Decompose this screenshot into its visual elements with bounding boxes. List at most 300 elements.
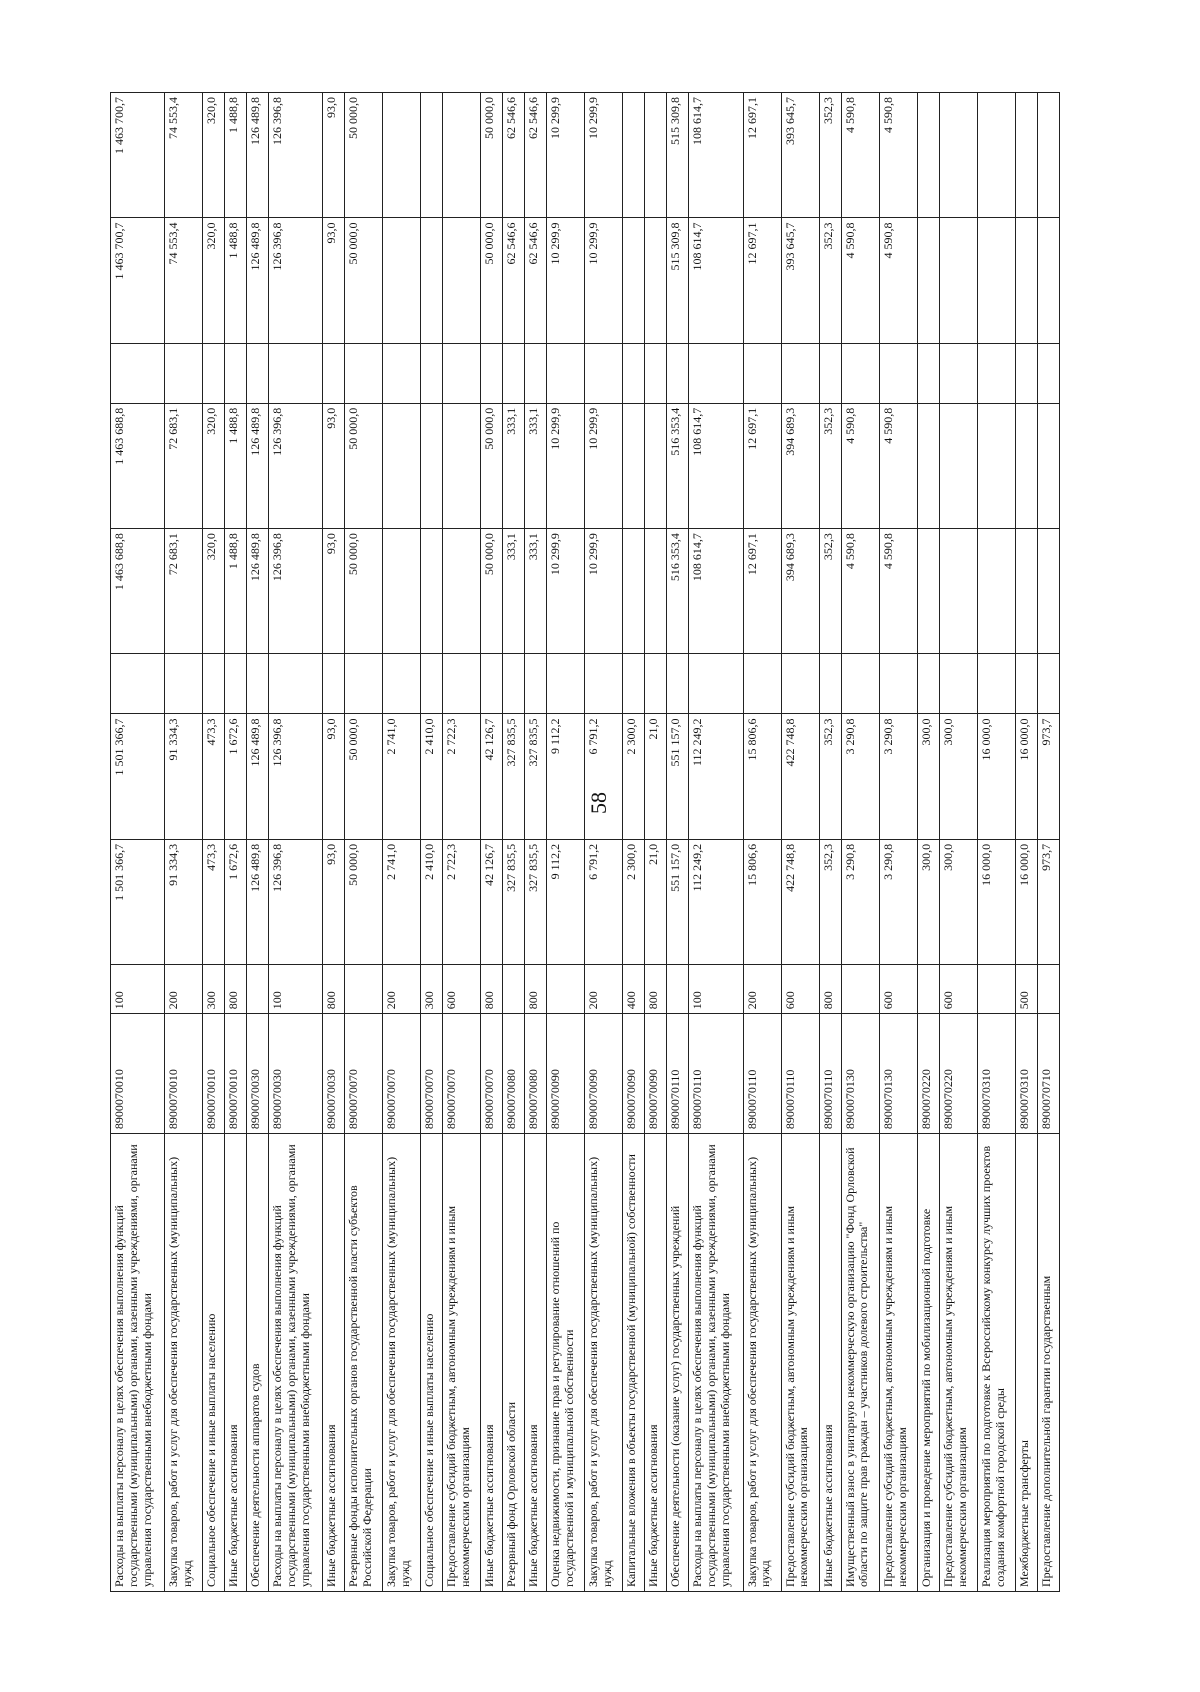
- row-value-6: 62 546,6: [525, 93, 547, 218]
- row-expense-type: 400: [623, 965, 645, 1014]
- row-expense-type: 100: [689, 965, 743, 1014]
- row-value-5: 4 590,8: [879, 218, 917, 343]
- row-value-5: [443, 218, 481, 343]
- table-body: [111, 93, 1060, 1592]
- row-value-4: 126 489,8: [247, 403, 269, 528]
- row-value-5: [939, 218, 977, 343]
- row-target-code: 8900070030: [323, 1014, 345, 1134]
- row-empty-cell: [1015, 654, 1037, 714]
- row-value-4: 50 000,0: [345, 403, 383, 528]
- table-row: [1015, 93, 1037, 1592]
- row-value-3: 320,0: [203, 529, 225, 654]
- row-value-1: 2 722,3: [443, 839, 481, 964]
- row-value-3: 126 489,8: [247, 529, 269, 654]
- row-value-4: 72 683,1: [165, 403, 203, 528]
- row-empty-cell: [203, 343, 225, 403]
- table-row: [111, 93, 165, 1592]
- row-target-code: 8900070110: [667, 1014, 689, 1134]
- row-value-2: 2 741,0: [383, 714, 421, 839]
- table-row: [443, 93, 481, 1592]
- row-value-6: [917, 93, 939, 218]
- row-value-5: 74 553,4: [165, 218, 203, 343]
- row-empty-cell: [841, 343, 879, 403]
- row-value-3: 50 000,0: [481, 529, 503, 654]
- row-value-6: 50 000,0: [345, 93, 383, 218]
- table-row: [269, 93, 323, 1592]
- page-number: 58: [586, 792, 611, 814]
- table-row: [1037, 93, 1059, 1592]
- row-value-3: 10 299,9: [585, 529, 623, 654]
- row-value-4: [1015, 403, 1037, 528]
- row-value-5: 108 614,7: [689, 218, 743, 343]
- row-description: Иные бюджетные ассигнования: [819, 1134, 841, 1592]
- row-value-4: 320,0: [203, 403, 225, 528]
- row-empty-cell: [743, 343, 781, 403]
- row-expense-type: 100: [111, 965, 165, 1014]
- row-value-4: [645, 403, 667, 528]
- row-description: Расходы на выплаты персоналу в целях обеспечения выполнения функций государственными (муниципальными) органами, казенными учреждениями, органами управления государственными внебюджетными фондами: [111, 1134, 165, 1592]
- row-value-3: 394 689,3: [781, 529, 819, 654]
- row-empty-cell: [443, 654, 481, 714]
- row-value-3: [645, 529, 667, 654]
- row-value-6: [623, 93, 645, 218]
- row-target-code: 8900070070: [345, 1014, 383, 1134]
- row-empty-cell: [345, 343, 383, 403]
- table-row: [689, 93, 743, 1592]
- row-value-1: 2 410,0: [421, 839, 443, 964]
- row-value-5: 126 396,8: [269, 218, 323, 343]
- row-value-5: [421, 218, 443, 343]
- row-value-2: 3 290,8: [841, 714, 879, 839]
- row-empty-cell: [503, 343, 525, 403]
- row-value-3: 72 683,1: [165, 529, 203, 654]
- row-empty-cell: [743, 654, 781, 714]
- row-empty-cell: [225, 343, 247, 403]
- row-value-6: 126 396,8: [269, 93, 323, 218]
- row-value-5: [383, 218, 421, 343]
- row-value-3: 352,3: [819, 529, 841, 654]
- row-description: Оценка недвижимости, признание прав и регулирование отношений по государственной и муниципальной собственности: [547, 1134, 585, 1592]
- row-expense-type: 600: [939, 965, 977, 1014]
- table-row: [743, 93, 781, 1592]
- row-expense-type: [247, 965, 269, 1014]
- row-value-5: 62 546,6: [525, 218, 547, 343]
- row-value-5: 12 697,1: [743, 218, 781, 343]
- row-empty-cell: [1037, 343, 1059, 403]
- row-value-3: 516 353,4: [667, 529, 689, 654]
- row-value-4: 4 590,8: [841, 403, 879, 528]
- row-value-2: 16 000,0: [1015, 714, 1037, 839]
- row-value-4: 108 614,7: [689, 403, 743, 528]
- row-value-4: 10 299,9: [585, 403, 623, 528]
- row-value-4: 12 697,1: [743, 403, 781, 528]
- row-value-5: 1 463 700,7: [111, 218, 165, 343]
- row-target-code: 8900070220: [939, 1014, 977, 1134]
- row-value-3: [383, 529, 421, 654]
- row-value-3: 1 488,8: [225, 529, 247, 654]
- row-target-code: 8900070110: [743, 1014, 781, 1134]
- row-value-3: 333,1: [503, 529, 525, 654]
- row-description: Обеспечение деятельности (оказание услуг) государственных учреждений: [667, 1134, 689, 1592]
- table-row: [645, 93, 667, 1592]
- row-empty-cell: [841, 654, 879, 714]
- row-empty-cell: [879, 343, 917, 403]
- row-empty-cell: [917, 654, 939, 714]
- row-value-4: [383, 403, 421, 528]
- row-description: Предоставление субсидий бюджетным, автономным учреждениям и иным некоммерческим организациям: [879, 1134, 917, 1592]
- row-description: Межбюджетные трансферты: [1015, 1134, 1037, 1592]
- row-target-code: 8900070130: [879, 1014, 917, 1134]
- row-description: Расходы на выплаты персоналу в целях обеспечения выполнения функций государственными (муниципальными) органами, казенными учреждениями, органами управления государственными внебюджетными фондами: [689, 1134, 743, 1592]
- table-row: [525, 93, 547, 1592]
- row-empty-cell: [203, 654, 225, 714]
- row-expense-type: [667, 965, 689, 1014]
- row-value-6: [421, 93, 443, 218]
- row-empty-cell: [481, 654, 503, 714]
- row-empty-cell: [879, 654, 917, 714]
- row-expense-type: 200: [165, 965, 203, 1014]
- table-row: [667, 93, 689, 1592]
- row-value-3: 1 463 688,8: [111, 529, 165, 654]
- row-description: Реализация мероприятий по подготовке к Всероссийскому конкурсу лучших проектов создания комфортной городской среды: [977, 1134, 1015, 1592]
- row-value-6: 62 546,6: [503, 93, 525, 218]
- row-value-1: 21,0: [645, 839, 667, 964]
- row-value-4: 93,0: [323, 403, 345, 528]
- row-expense-type: [547, 965, 585, 1014]
- row-value-3: [1037, 529, 1059, 654]
- row-expense-type: 800: [225, 965, 247, 1014]
- row-value-4: 4 590,8: [879, 403, 917, 528]
- row-description: Имущественный взнос в унитарную некоммерческую организацию "Фонд Орловской области по защите прав граждан – участников долевого строительства": [841, 1134, 879, 1592]
- row-value-6: 108 614,7: [689, 93, 743, 218]
- budget-table: [110, 92, 1060, 1592]
- table-row: [203, 93, 225, 1592]
- row-value-1: 352,3: [819, 839, 841, 964]
- row-empty-cell: [247, 343, 269, 403]
- row-value-6: [939, 93, 977, 218]
- row-target-code: 8900070310: [977, 1014, 1015, 1134]
- row-value-4: [939, 403, 977, 528]
- row-value-3: 126 396,8: [269, 529, 323, 654]
- row-target-code: 8900070090: [547, 1014, 585, 1134]
- row-empty-cell: [421, 343, 443, 403]
- row-value-1: 6 791,2: [585, 839, 623, 964]
- row-empty-cell: [819, 654, 841, 714]
- row-empty-cell: [165, 343, 203, 403]
- row-empty-cell: [819, 343, 841, 403]
- row-description: Иные бюджетные ассигнования: [481, 1134, 503, 1592]
- row-target-code: 8900070010: [203, 1014, 225, 1134]
- row-value-4: 126 396,8: [269, 403, 323, 528]
- table-row: [421, 93, 443, 1592]
- row-description: Предоставление субсидий бюджетным, автономным учреждениям и иным некоммерческим организациям: [781, 1134, 819, 1592]
- row-description: Предоставление субсидий бюджетным, автономным учреждениям и иным некоммерческим организациям: [939, 1134, 977, 1592]
- row-value-6: [977, 93, 1015, 218]
- table-row: [481, 93, 503, 1592]
- row-value-6: 1 463 700,7: [111, 93, 165, 218]
- row-empty-cell: [443, 343, 481, 403]
- row-empty-cell: [977, 654, 1015, 714]
- row-empty-cell: [585, 654, 623, 714]
- row-target-code: 8900070110: [689, 1014, 743, 1134]
- row-value-5: 515 309,8: [667, 218, 689, 343]
- budget-table-wrapper: [110, 92, 1060, 1592]
- row-value-6: 74 553,4: [165, 93, 203, 218]
- row-empty-cell: [939, 343, 977, 403]
- row-value-2: 352,3: [819, 714, 841, 839]
- row-value-2: 300,0: [917, 714, 939, 839]
- row-value-1: 1 501 366,7: [111, 839, 165, 964]
- row-expense-type: [977, 965, 1015, 1014]
- row-value-3: [917, 529, 939, 654]
- row-value-2: 300,0: [939, 714, 977, 839]
- row-value-6: 515 309,8: [667, 93, 689, 218]
- row-target-code: 8900070070: [421, 1014, 443, 1134]
- row-empty-cell: [645, 654, 667, 714]
- row-value-2: 42 126,7: [481, 714, 503, 839]
- row-value-2: 973,7: [1037, 714, 1059, 839]
- row-empty-cell: [323, 654, 345, 714]
- row-value-1: 2 300,0: [623, 839, 645, 964]
- row-expense-type: 600: [781, 965, 819, 1014]
- row-value-6: 93,0: [323, 93, 345, 218]
- row-expense-type: 200: [383, 965, 421, 1014]
- row-empty-cell: [383, 654, 421, 714]
- row-empty-cell: [939, 654, 977, 714]
- table-row: [623, 93, 645, 1592]
- table-row: [165, 93, 203, 1592]
- row-value-1: 112 249,2: [689, 839, 743, 964]
- row-target-code: 8900070090: [623, 1014, 645, 1134]
- row-description: Закупка товаров, работ и услуг для обеспечения государственных (муниципальных) нужд: [383, 1134, 421, 1592]
- row-value-2: 91 334,3: [165, 714, 203, 839]
- row-description: Иные бюджетные ассигнования: [645, 1134, 667, 1592]
- row-empty-cell: [421, 654, 443, 714]
- row-value-5: 10 299,9: [585, 218, 623, 343]
- row-value-4: 394 689,3: [781, 403, 819, 528]
- row-description: Капитальные вложения в объекты государственной (муниципальной) собственности: [623, 1134, 645, 1592]
- row-value-3: 12 697,1: [743, 529, 781, 654]
- table-row: [819, 93, 841, 1592]
- table-row: [323, 93, 345, 1592]
- row-value-4: 333,1: [503, 403, 525, 528]
- row-value-2: 9 112,2: [547, 714, 585, 839]
- table-row: [247, 93, 269, 1592]
- row-target-code: 8900070710: [1037, 1014, 1059, 1134]
- table-row: [547, 93, 585, 1592]
- row-expense-type: 300: [203, 965, 225, 1014]
- row-empty-cell: [667, 654, 689, 714]
- row-description: Иные бюджетные ассигнования: [323, 1134, 345, 1592]
- row-value-1: 16 000,0: [1015, 839, 1037, 964]
- table-row: [939, 93, 977, 1592]
- row-target-code: 8900070130: [841, 1014, 879, 1134]
- row-value-3: [421, 529, 443, 654]
- row-value-4: 1 463 688,8: [111, 403, 165, 528]
- row-value-2: 50 000,0: [345, 714, 383, 839]
- row-value-6: 10 299,9: [547, 93, 585, 218]
- table-row: [345, 93, 383, 1592]
- row-value-5: [645, 218, 667, 343]
- row-value-1: 3 290,8: [879, 839, 917, 964]
- row-value-5: 93,0: [323, 218, 345, 343]
- row-empty-cell: [247, 654, 269, 714]
- row-value-1: 327 835,5: [503, 839, 525, 964]
- row-empty-cell: [345, 654, 383, 714]
- row-empty-cell: [269, 343, 323, 403]
- row-value-2: 126 396,8: [269, 714, 323, 839]
- row-expense-type: [1037, 965, 1059, 1014]
- row-value-3: 333,1: [525, 529, 547, 654]
- row-value-2: 126 489,8: [247, 714, 269, 839]
- row-empty-cell: [481, 343, 503, 403]
- row-value-1: 42 126,7: [481, 839, 503, 964]
- row-value-5: [1037, 218, 1059, 343]
- row-expense-type: 800: [323, 965, 345, 1014]
- row-description: Закупка товаров, работ и услуг для обеспечения государственных (муниципальных) нужд: [165, 1134, 203, 1592]
- row-value-1: 126 396,8: [269, 839, 323, 964]
- row-value-1: 93,0: [323, 839, 345, 964]
- row-description: Предоставление дополнительной гарантии государственным: [1037, 1134, 1059, 1592]
- row-empty-cell: [667, 343, 689, 403]
- row-value-2: 2 300,0: [623, 714, 645, 839]
- row-empty-cell: [645, 343, 667, 403]
- row-value-3: [443, 529, 481, 654]
- row-value-6: 352,3: [819, 93, 841, 218]
- table-row: [917, 93, 939, 1592]
- row-value-6: 1 488,8: [225, 93, 247, 218]
- row-target-code: 8900070070: [383, 1014, 421, 1134]
- table-row: [841, 93, 879, 1592]
- row-value-1: 1 672,6: [225, 839, 247, 964]
- row-value-4: 352,3: [819, 403, 841, 528]
- row-value-5: [917, 218, 939, 343]
- row-value-5: [1015, 218, 1037, 343]
- row-value-1: 16 000,0: [977, 839, 1015, 964]
- row-value-5: 4 590,8: [841, 218, 879, 343]
- row-value-2: 473,3: [203, 714, 225, 839]
- row-target-code: 8900070310: [1015, 1014, 1037, 1134]
- row-value-2: 16 000,0: [977, 714, 1015, 839]
- row-expense-type: 500: [1015, 965, 1037, 1014]
- row-value-5: 10 299,9: [547, 218, 585, 343]
- row-value-3: 10 299,9: [547, 529, 585, 654]
- row-value-6: [1015, 93, 1037, 218]
- row-value-4: [623, 403, 645, 528]
- row-value-3: 4 590,8: [879, 529, 917, 654]
- row-empty-cell: [689, 343, 743, 403]
- row-empty-cell: [1037, 654, 1059, 714]
- row-description: Расходы на выплаты персоналу в целях обеспечения выполнения функций государственными (муниципальными) органами, казенными учреждениями, органами управления государственными внебюджетными фондами: [269, 1134, 323, 1592]
- row-value-1: 2 741,0: [383, 839, 421, 964]
- row-target-code: 8900070220: [917, 1014, 939, 1134]
- row-empty-cell: [547, 343, 585, 403]
- table-row: [879, 93, 917, 1592]
- row-description: Социальное обеспечение и иные выплаты населению: [203, 1134, 225, 1592]
- row-expense-type: 200: [585, 965, 623, 1014]
- row-value-2: 422 748,8: [781, 714, 819, 839]
- table-row: [503, 93, 525, 1592]
- row-description: Предоставление субсидий бюджетным, автономным учреждениям и иным некоммерческим организациям: [443, 1134, 481, 1592]
- row-empty-cell: [781, 343, 819, 403]
- row-value-2: 112 249,2: [689, 714, 743, 839]
- row-value-4: 1 488,8: [225, 403, 247, 528]
- row-target-code: 8900070010: [165, 1014, 203, 1134]
- row-expense-type: 600: [879, 965, 917, 1014]
- row-value-4: 10 299,9: [547, 403, 585, 528]
- row-value-3: 50 000,0: [345, 529, 383, 654]
- row-value-6: 12 697,1: [743, 93, 781, 218]
- row-value-1: 300,0: [917, 839, 939, 964]
- row-value-1: 15 806,6: [743, 839, 781, 964]
- row-value-4: 50 000,0: [481, 403, 503, 528]
- row-value-4: [443, 403, 481, 528]
- row-value-1: 126 489,8: [247, 839, 269, 964]
- row-expense-type: 200: [743, 965, 781, 1014]
- row-target-code: 8900070010: [111, 1014, 165, 1134]
- table-row: [781, 93, 819, 1592]
- row-value-3: [623, 529, 645, 654]
- row-value-6: 393 645,7: [781, 93, 819, 218]
- row-value-6: [1037, 93, 1059, 218]
- row-value-3: [977, 529, 1015, 654]
- row-empty-cell: [977, 343, 1015, 403]
- row-value-3: [939, 529, 977, 654]
- row-empty-cell: [225, 654, 247, 714]
- row-expense-type: 800: [525, 965, 547, 1014]
- row-expense-type: 800: [819, 965, 841, 1014]
- row-empty-cell: [623, 654, 645, 714]
- row-value-6: [443, 93, 481, 218]
- row-value-1: 473,3: [203, 839, 225, 964]
- row-value-4: [977, 403, 1015, 528]
- row-description: Иные бюджетные ассигнования: [225, 1134, 247, 1592]
- row-target-code: 8900070010: [225, 1014, 247, 1134]
- table-row: [225, 93, 247, 1592]
- row-value-5: 393 645,7: [781, 218, 819, 343]
- row-value-2: 2 410,0: [421, 714, 443, 839]
- row-empty-cell: [689, 654, 743, 714]
- row-empty-cell: [917, 343, 939, 403]
- row-empty-cell: [323, 343, 345, 403]
- row-description: Резервный фонд Орловской области: [503, 1134, 525, 1592]
- row-value-6: [383, 93, 421, 218]
- row-empty-cell: [165, 654, 203, 714]
- row-value-4: [1037, 403, 1059, 528]
- row-empty-cell: [111, 654, 165, 714]
- row-expense-type: [503, 965, 525, 1014]
- row-description: Закупка товаров, работ и услуг для обеспечения государственных (муниципальных) нужд: [743, 1134, 781, 1592]
- row-value-5: 352,3: [819, 218, 841, 343]
- row-value-4: [917, 403, 939, 528]
- row-description: Социальное обеспечение и иные выплаты населению: [421, 1134, 443, 1592]
- row-target-code: 8900070110: [781, 1014, 819, 1134]
- row-value-5: [977, 218, 1015, 343]
- row-value-2: 2 722,3: [443, 714, 481, 839]
- row-value-5: 1 488,8: [225, 218, 247, 343]
- table-row: [977, 93, 1015, 1592]
- row-value-5: [623, 218, 645, 343]
- row-value-3: [1015, 529, 1037, 654]
- row-value-1: 3 290,8: [841, 839, 879, 964]
- row-target-code: 8900070080: [503, 1014, 525, 1134]
- row-empty-cell: [1015, 343, 1037, 403]
- row-description: Резервные фонды исполнительных органов государственной власти субъектов Российской Федерации: [345, 1134, 383, 1592]
- row-value-3: 108 614,7: [689, 529, 743, 654]
- row-expense-type: 600: [443, 965, 481, 1014]
- row-empty-cell: [525, 654, 547, 714]
- row-value-1: 422 748,8: [781, 839, 819, 964]
